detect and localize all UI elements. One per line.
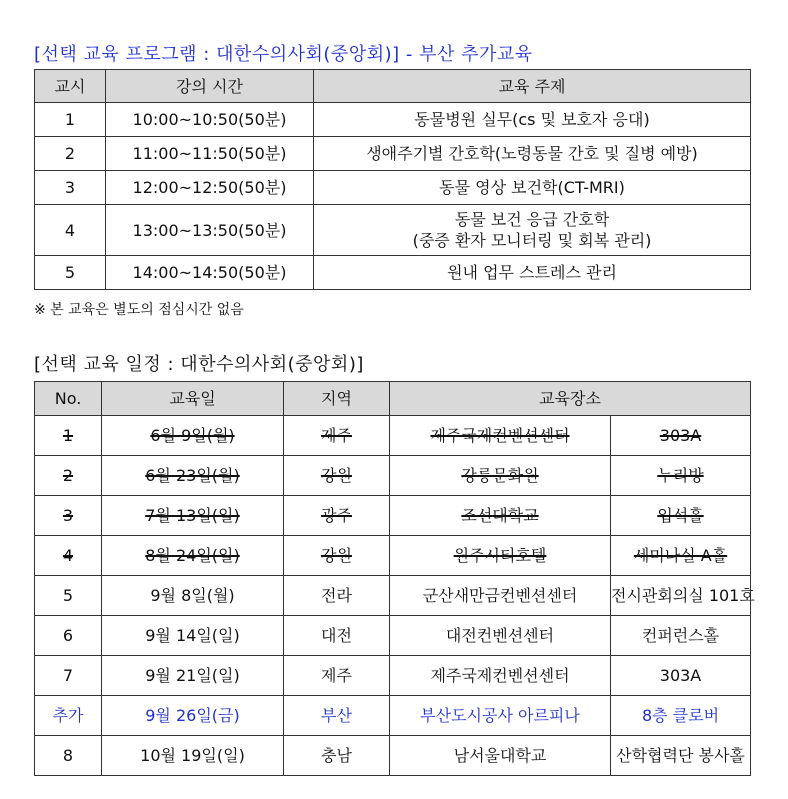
program-header-row — [35, 70, 751, 103]
program-row — [35, 103, 751, 137]
region-cell: 부산 — [284, 696, 390, 736]
venue-cell: 대전컨벤션센터 — [390, 616, 611, 656]
header-time: 강의 시간 — [106, 70, 314, 103]
date-cell: 9월 21일(일) — [102, 656, 284, 696]
schedule-row-cancelled — [35, 496, 751, 536]
lunch-note: ※ 본 교육은 별도의 점심시간 없음 — [34, 302, 244, 318]
room-cell: 세미나실 A홀 — [611, 536, 751, 576]
date-cell: 9월 14일(일) — [102, 616, 284, 656]
room-cell: 누리방 — [611, 456, 751, 496]
topic-line-1: 동물 보건 응급 간호학 — [454, 210, 610, 229]
venue-cell: 제주국제컨벤션센터 — [390, 656, 611, 696]
schedule-row — [35, 736, 751, 776]
venue-cell: 남서울대학교 — [390, 736, 611, 776]
region-cell: 대전 — [284, 616, 390, 656]
topic-cell: 원내 업무 스트레스 관리 — [314, 256, 751, 290]
topic-cell — [314, 205, 751, 256]
time-cell: 12:00~12:50(50분) — [106, 171, 314, 205]
period-cell: 3 — [35, 171, 106, 205]
schedule-row-cancelled — [35, 456, 751, 496]
venue-cell: 강릉문화원 — [390, 456, 611, 496]
venue-cell: 군산새만금컨벤션센터 — [390, 576, 611, 616]
program-row — [35, 137, 751, 171]
time-cell: 10:00~10:50(50분) — [106, 103, 314, 137]
region-cell: 충남 — [284, 736, 390, 776]
program-title: [선택 교육 프로그램 : 대한수의사회(중앙회)] - 부산 추가교육 — [34, 44, 533, 65]
room-cell: 컨퍼런스홀 — [611, 616, 751, 656]
date-cell: 6월 9일(월) — [102, 416, 284, 456]
program-row — [35, 256, 751, 290]
time-cell: 14:00~14:50(50분) — [106, 256, 314, 290]
period-cell: 4 — [35, 205, 106, 256]
no-cell: 7 — [35, 656, 102, 696]
region-cell: 전라 — [284, 576, 390, 616]
venue-cell: 조선대학교 — [390, 496, 611, 536]
room-cell: 입석홀 — [611, 496, 751, 536]
no-cell: 4 — [35, 536, 102, 576]
no-cell: 2 — [35, 456, 102, 496]
program-row — [35, 171, 751, 205]
topic-cell: 생애주기별 간호학(노령동물 간호 및 질병 예방) — [314, 137, 751, 171]
topic-cell: 동물병원 실무(cs 및 보호자 응대) — [314, 103, 751, 137]
schedule-title: [선택 교육 일정 : 대한수의사회(중앙회)] — [34, 354, 364, 375]
date-cell: 8월 24일(일) — [102, 536, 284, 576]
schedule-row-cancelled — [35, 536, 751, 576]
no-cell: 3 — [35, 496, 102, 536]
period-cell: 5 — [35, 256, 106, 290]
schedule-row — [35, 656, 751, 696]
venue-cell: 원주시티호텔 — [390, 536, 611, 576]
date-cell: 9월 26일(금) — [102, 696, 284, 736]
header-date: 교육일 — [102, 382, 284, 416]
header-period: 교시 — [35, 70, 106, 103]
time-cell: 13:00~13:50(50분) — [106, 205, 314, 256]
topic-cell: 동물 영상 보건학(CT-MRI) — [314, 171, 751, 205]
schedule-row-added — [35, 696, 751, 736]
schedule-header-row — [35, 382, 751, 416]
room-cell: 8층 클로버 — [611, 696, 751, 736]
no-cell: 5 — [35, 576, 102, 616]
region-cell: 강원 — [284, 536, 390, 576]
topic-line-2: (중증 환자 모니터링 및 회복 관리) — [412, 231, 652, 250]
schedule-row-cancelled — [35, 416, 751, 456]
header-venue: 교육장소 — [390, 382, 751, 416]
date-cell: 9월 8일(월) — [102, 576, 284, 616]
schedule-row — [35, 576, 751, 616]
venue-cell: 부산도시공사 아르피나 — [390, 696, 611, 736]
room-cell: 산학협력단 봉사홀 — [611, 736, 751, 776]
date-cell: 7월 13일(일) — [102, 496, 284, 536]
no-cell: 6 — [35, 616, 102, 656]
period-cell: 1 — [35, 103, 106, 137]
no-cell: 8 — [35, 736, 102, 776]
room-cell: 전시관회의실 101호 — [611, 576, 751, 616]
program-table — [34, 69, 751, 290]
date-cell: 10월 19일(일) — [102, 736, 284, 776]
no-cell: 1 — [35, 416, 102, 456]
program-row — [35, 205, 751, 256]
venue-cell: 제주국제컨벤션센터 — [390, 416, 611, 456]
region-cell: 제주 — [284, 416, 390, 456]
room-cell: 303A — [611, 416, 751, 456]
region-cell: 광주 — [284, 496, 390, 536]
schedule-row — [35, 616, 751, 656]
period-cell: 2 — [35, 137, 106, 171]
date-cell: 6월 23일(월) — [102, 456, 284, 496]
no-cell: 추가 — [35, 696, 102, 736]
header-topic: 교육 주제 — [314, 70, 751, 103]
region-cell: 제주 — [284, 656, 390, 696]
room-cell: 303A — [611, 656, 751, 696]
header-region: 지역 — [284, 382, 390, 416]
time-cell: 11:00~11:50(50분) — [106, 137, 314, 171]
region-cell: 강원 — [284, 456, 390, 496]
schedule-table — [34, 381, 755, 776]
header-no: No. — [35, 382, 102, 416]
